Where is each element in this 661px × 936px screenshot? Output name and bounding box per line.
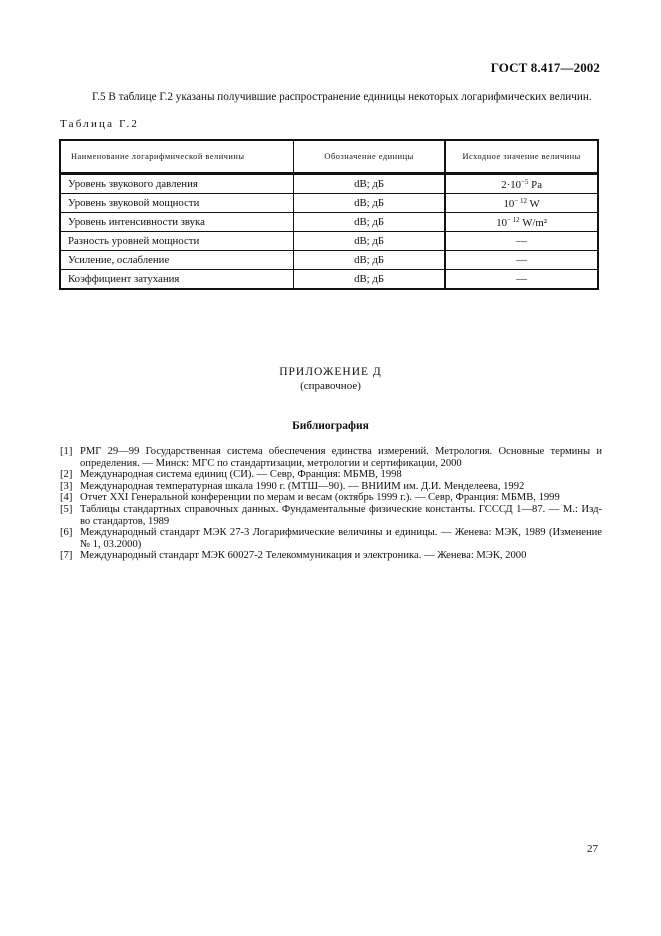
table-row (60, 213, 598, 232)
bibliography-item (60, 550, 602, 562)
cell-name: Уровень звуковой мощности (60, 194, 293, 213)
bibliography-item (60, 527, 602, 550)
table-row (60, 270, 598, 290)
cell-unit: dB; дБ (293, 213, 445, 232)
table-row (60, 251, 598, 270)
section-g5-paragraph: Г.5 В таблице Г.2 указаны получившие распространение единицы некоторых логарифмических величин. (92, 91, 592, 103)
cell-unit: dB; дБ (293, 194, 445, 213)
appendix-subtitle: (справочное) (300, 380, 361, 392)
cell-reference (445, 213, 598, 232)
page-number: 27 (587, 843, 598, 855)
ref-unit: W (527, 197, 540, 210)
cell-name: Уровень звукового давления (60, 174, 293, 194)
cell-unit: dB; дБ (293, 251, 445, 270)
column-header-unit: Обозначение единицы (293, 140, 445, 174)
ref-unit: W/m² (519, 216, 548, 229)
ref-base: 2·10 (501, 178, 522, 191)
bibliography-item (60, 469, 602, 481)
bibliography-title: Библиография (292, 420, 369, 432)
cell-name: Коэффициент затухания (60, 270, 293, 290)
bib-number: [7] (60, 550, 73, 562)
bib-number: [2] (60, 469, 73, 481)
cell-unit: dB; дБ (293, 174, 445, 194)
bibliography-item (60, 504, 602, 527)
bib-text: Международная температурная шкала 1990 г. (МТШ—90). — ВНИИМ им. Д.И. Менделеева, 1992 (80, 480, 525, 492)
cell-reference: — (445, 232, 598, 251)
ref-base: 10 (496, 216, 507, 229)
bibliography-item (60, 481, 602, 493)
cell-name: Уровень интенсивности звука (60, 213, 293, 232)
document-code: ГОСТ 8.417—2002 (490, 60, 600, 75)
column-header-name: Наименование логарифмической величины (60, 140, 293, 174)
bib-text: Таблицы стандартных справочных данных. Фундаментальные физические константы. ГСССД 1—87. — М.: Изд-во стандартов, 1989 (80, 503, 602, 527)
bibliography-item (60, 446, 602, 469)
bibliography-item (60, 492, 602, 504)
cell-name: Разность уровней мощности (60, 232, 293, 251)
ref-exponent: −5 (521, 177, 529, 186)
ref-exponent: − 12 (514, 196, 528, 205)
ref-exponent: − 12 (506, 215, 520, 224)
bib-text: РМГ 29—99 Государственная система обеспечения единства измерений. Метрология. Основные термины и определения. — Минск: МГС по стандартизации, метрологии и сертификации, 2000 (80, 446, 602, 469)
ref-unit: Pa (528, 178, 542, 191)
bib-number: [4] (60, 492, 73, 504)
table-header-row (60, 140, 598, 174)
cell-reference: — (445, 270, 598, 290)
table-row (60, 232, 598, 251)
table-caption: Таблица Г.2 (60, 118, 140, 130)
bib-text: Международный стандарт МЭК 60027-2 Телекоммуникация и электроника. — Женева: МЭК, 2000 (80, 550, 527, 562)
bibliography-list (60, 446, 602, 562)
ref-base: 10 (503, 197, 515, 210)
bib-number: [6] (60, 527, 73, 539)
cell-reference (445, 174, 598, 194)
table-row (60, 174, 598, 194)
log-units-table (59, 139, 599, 290)
bib-number: [1] (60, 446, 73, 457)
column-header-reference: Исходное значение величины (445, 140, 598, 174)
cell-reference (445, 194, 598, 213)
bib-number: [5] (60, 503, 73, 515)
cell-unit: dB; дБ (293, 232, 445, 251)
bib-number: [3] (60, 480, 73, 492)
cell-unit: dB; дБ (293, 270, 445, 290)
bib-text: Международная система единиц (СИ). — Севр, Франция: МБМВ, 1998 (80, 469, 402, 481)
table-row (60, 194, 598, 213)
bib-text: Международный стандарт МЭК 27-3 Логарифмические величины и единицы. — Женева: МЭК, 1989 (Изменение № 1, 03.2000) (80, 527, 602, 550)
appendix-title: ПРИЛОЖЕНИЕ Д (279, 366, 382, 378)
cell-name: Усиление, ослабление (60, 251, 293, 270)
cell-reference: — (445, 251, 598, 270)
bib-text: Отчет XXI Генеральной конференции по мерам и весам (октябрь 1999 г.). — Севр, Франция: МБМВ, 1999 (80, 492, 560, 504)
